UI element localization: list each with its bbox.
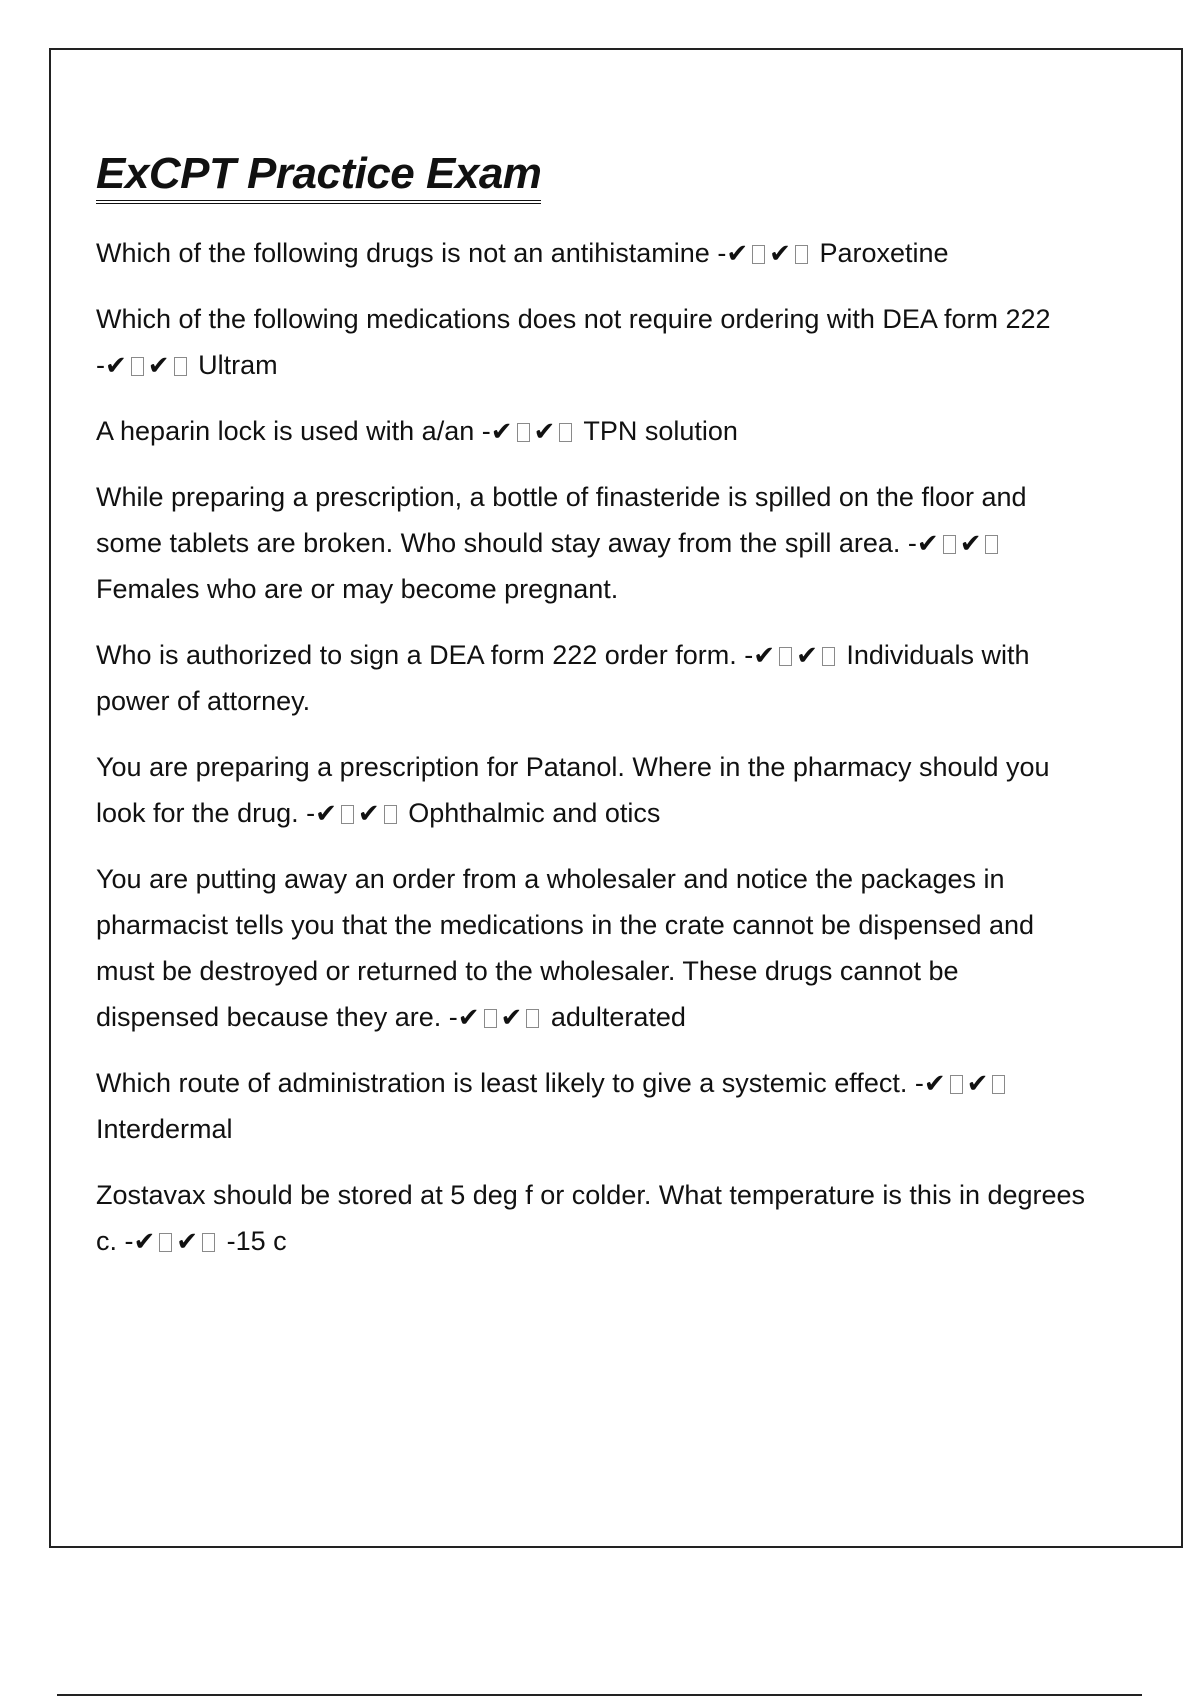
check-mark-icon: ✔ (176, 1226, 199, 1257)
answer-separator (491, 416, 577, 446)
answer-separator (917, 528, 1003, 558)
question-item (96, 474, 1086, 612)
question-text: Who is authorized to sign a DEA form 222 order form. - (96, 640, 754, 671)
check-mark-icon: ✔ (105, 350, 127, 381)
check-mark-icon: ✔ (753, 640, 776, 671)
check-mark-icon: ✔ (923, 1068, 946, 1099)
question-text: Which of the following drugs is not an antihistamine - (96, 238, 727, 269)
empty-box-icon (752, 245, 765, 264)
question-item (96, 296, 1086, 388)
empty-box-icon (779, 647, 792, 666)
empty-box-icon (822, 647, 835, 666)
check-mark-icon: ✔ (959, 528, 982, 559)
empty-box-icon (526, 1009, 539, 1028)
answer-text: adulterated (550, 1002, 686, 1033)
question-text: Which of the following medications does not require ordering with DEA form 222 - (96, 304, 1051, 381)
question-text: While preparing a prescription, a bottle of finasteride is spilled on the floor and some tablets are broken. Who should stay away from the spill area. - (96, 482, 1027, 559)
answer-text: -15 c (226, 1226, 287, 1257)
check-mark-icon: ✔ (726, 238, 749, 269)
empty-box-icon (985, 535, 998, 554)
empty-box-icon (795, 245, 808, 264)
answer-text: Ophthalmic and otics (408, 798, 661, 829)
check-mark-icon: ✔ (133, 1226, 156, 1257)
check-mark-icon: ✔ (457, 1002, 480, 1033)
empty-box-icon (484, 1009, 497, 1028)
empty-box-icon (517, 423, 530, 442)
empty-box-icon (992, 1075, 1005, 1094)
question-text: You are putting away an order from a wholesaler and notice the packages in pharmacist tells you that the medications in the crate cannot be dispensed and must be destroyed or returned to the wholesaler. These drugs cannot be dispensed because they are. - (96, 864, 1035, 1033)
empty-box-icon (131, 357, 144, 376)
question-text: Zostavax should be stored at 5 deg f or colder. What temperature is this in degrees c. - (96, 1180, 1086, 1257)
check-mark-icon: ✔ (490, 416, 513, 447)
answer-text: Paroxetine (819, 238, 949, 269)
empty-box-icon (943, 535, 956, 554)
check-mark-icon: ✔ (769, 238, 791, 269)
footer-rule (57, 1694, 1142, 1696)
check-mark-icon: ✔ (500, 1002, 523, 1033)
document-content (96, 150, 1086, 1284)
empty-box-icon (384, 805, 397, 824)
answer-separator (753, 640, 839, 670)
empty-box-icon (950, 1075, 963, 1094)
check-mark-icon: ✔ (533, 416, 556, 447)
question-item (96, 408, 1086, 454)
empty-box-icon (159, 1233, 172, 1252)
check-mark-icon: ✔ (796, 640, 818, 671)
question-list (96, 230, 1086, 1264)
answer-text: Females who are or may become pregnant. (96, 574, 619, 605)
question-item (96, 1172, 1086, 1264)
empty-box-icon (559, 423, 572, 442)
check-mark-icon: ✔ (916, 528, 939, 559)
empty-box-icon (174, 357, 187, 376)
document-title: ExCPT Practice Exam (96, 150, 541, 204)
question-item (96, 856, 1086, 1040)
check-mark-icon: ✔ (147, 350, 170, 381)
question-text: You are preparing a prescription for Patanol. Where in the pharmacy should you look for the drug. - (96, 752, 1050, 829)
answer-text: Interdermal (96, 1114, 233, 1145)
answer-separator (924, 1068, 1010, 1098)
answer-text: TPN solution (583, 416, 738, 447)
question-item (96, 744, 1086, 836)
question-item (96, 230, 1086, 276)
answer-text: Ultram (198, 350, 278, 381)
answer-separator (134, 1226, 220, 1256)
answer-separator (458, 1002, 544, 1032)
check-mark-icon: ✔ (357, 798, 380, 829)
answer-separator (315, 798, 401, 828)
question-text: Which route of administration is least likely to give a systemic effect. - (96, 1068, 924, 1099)
answer-separator (726, 238, 812, 268)
check-mark-icon: ✔ (315, 798, 337, 829)
question-item (96, 1060, 1086, 1152)
answer-separator (105, 350, 191, 380)
question-item (96, 632, 1086, 724)
answer-text: Individuals with power of attorney. (96, 640, 1030, 717)
question-text: A heparin lock is used with a/an - (96, 416, 491, 447)
check-mark-icon: ✔ (966, 1068, 989, 1099)
empty-box-icon (202, 1233, 215, 1252)
empty-box-icon (341, 805, 354, 824)
